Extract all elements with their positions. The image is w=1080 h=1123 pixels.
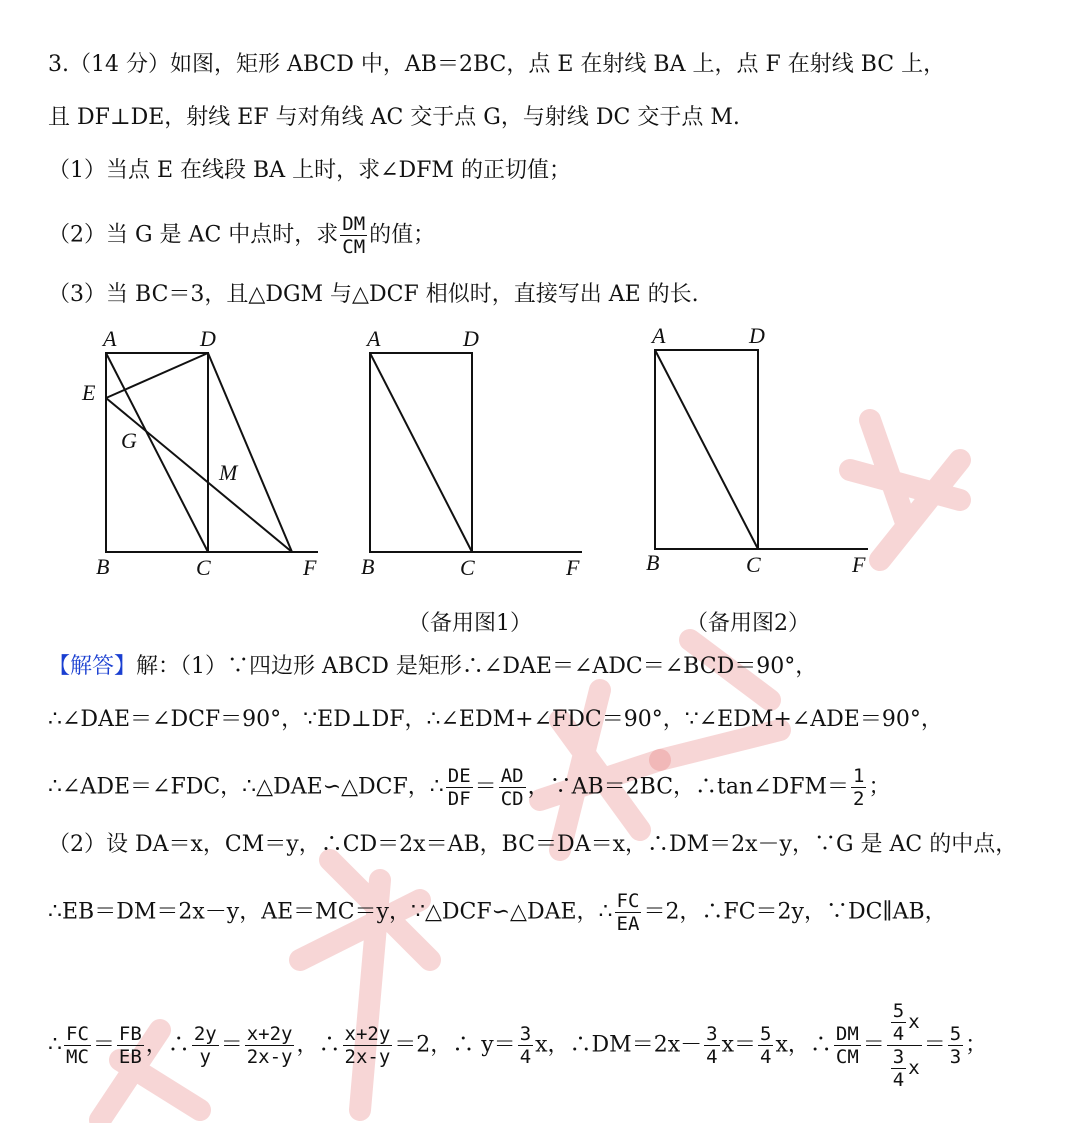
- frac-den: y: [199, 1046, 211, 1068]
- l3-end: ；: [868, 774, 891, 800]
- frac-fc-ea: [615, 890, 642, 935]
- fig1-label-m: M: [219, 460, 238, 485]
- complex-den: [887, 1046, 922, 1091]
- x-var: x: [908, 1011, 920, 1033]
- question-1: （1）当点 E 在线段 BA 上时，求∠DFM 的正切值；: [48, 158, 571, 183]
- frac-num: 3: [706, 1023, 718, 1045]
- frac-num: 3: [519, 1023, 532, 1045]
- l6-a: ∴: [48, 1032, 62, 1058]
- frac-5-4-x: [891, 1000, 906, 1045]
- frac-3-4-a: [518, 1023, 533, 1068]
- fig1-label-f: F: [303, 555, 317, 580]
- fig1-label-d: D: [200, 326, 216, 351]
- solution-line-5: [48, 890, 947, 935]
- complex-fraction: [887, 1000, 922, 1091]
- fig2-label-a: A: [367, 326, 381, 351]
- q2-den: CM: [342, 236, 366, 258]
- frac-den: 4: [892, 1023, 905, 1045]
- frac-den: CD: [500, 788, 524, 810]
- frac-num: x+2y: [246, 1023, 293, 1045]
- frac-3-4-b: [704, 1023, 719, 1068]
- frac-num: 3: [892, 1046, 905, 1068]
- frac-den: EB: [118, 1046, 142, 1068]
- fig1-segment-df: [208, 353, 292, 552]
- solution-line-2: ∴∠DAE＝∠DCF＝90°，∵ED⊥DF，∴∠EDM+∠FDC＝90°，∵∠EDM+∠ADE＝90°，: [48, 707, 943, 732]
- l6-g: x，∴: [775, 1032, 832, 1058]
- frac-dm-cm: [834, 1023, 861, 1068]
- fig3-label-c: C: [746, 552, 761, 577]
- fig3-label-f: F: [852, 552, 866, 577]
- q2-suffix: 的值；: [369, 222, 436, 248]
- frac-num: FB: [118, 1023, 142, 1045]
- solution-line-3: [48, 765, 891, 810]
- eq: ＝: [220, 1032, 243, 1058]
- frac-5-3: [948, 1023, 963, 1068]
- fig1-label-a: A: [103, 326, 117, 351]
- fig2-label-c: C: [460, 555, 475, 580]
- fig2-label-f: F: [566, 555, 580, 580]
- question-3: （3）当 BC＝3，且△DGM 与△DCF 相似时，直接写出 AE 的长.: [48, 282, 699, 307]
- frac-num: 2y: [193, 1023, 217, 1045]
- frac-ad-cd: [499, 765, 526, 810]
- frac-num: 5: [760, 1023, 772, 1045]
- frac-num: DM: [835, 1023, 859, 1045]
- l6-end: ；: [965, 1032, 988, 1058]
- complex-num: [887, 1000, 922, 1046]
- fig1-ray-ef: [106, 398, 292, 552]
- l3-a: ∴∠ADE＝∠FDC，∴△DAE∽△DCF，∴: [48, 774, 444, 800]
- q2-prefix: （2）当 G 是 AC 中点时，求: [48, 222, 339, 248]
- problem-line-1: 3.（14 分）如图，矩形 ABCD 中，AB＝2BC，点 E 在射线 BA 上，点 F 在射线 BC 上，: [48, 52, 946, 77]
- frac-num: x+2y: [344, 1023, 391, 1045]
- frac-2y-y: [192, 1023, 219, 1068]
- l6-b: ，∴: [145, 1032, 190, 1058]
- frac-den: MC: [66, 1046, 89, 1068]
- l6-d: ＝2，∴ y＝: [394, 1032, 516, 1058]
- frac-den: 2x-y: [344, 1046, 391, 1068]
- fig3-label-b: B: [646, 550, 660, 575]
- frac-num: FC: [616, 890, 640, 912]
- frac-fb-eb: [117, 1023, 144, 1068]
- solution-line-1: [48, 652, 817, 682]
- fig1-label-e: E: [82, 380, 96, 405]
- fig1-segment-ed: [106, 353, 208, 398]
- l3-b: ，∵AB＝2BC，∴tan∠DFM＝: [527, 774, 850, 800]
- frac-den: 4: [519, 1046, 532, 1068]
- x-var: x: [908, 1057, 920, 1079]
- l5-b: ＝2，∴FC＝2y，∵DC∥AB，: [643, 899, 947, 925]
- fig3-diagonal-ac: [655, 350, 758, 549]
- fig2-caption: （备用图1）: [408, 611, 532, 636]
- frac-num: 1: [853, 765, 865, 787]
- frac-den: 2x-y: [246, 1046, 293, 1068]
- eq: ＝: [862, 1032, 885, 1058]
- fig3-caption: （备用图2）: [686, 611, 810, 636]
- frac-num: DE: [447, 765, 471, 787]
- frac-x2y-1: [245, 1023, 295, 1068]
- fig3-label-d: D: [749, 323, 765, 348]
- fig1-label-c: C: [196, 555, 211, 580]
- q2-num: DM: [342, 213, 366, 235]
- l6-c: ，∴: [296, 1032, 341, 1058]
- l6-f: x＝: [721, 1032, 756, 1058]
- frac-num: FC: [66, 1023, 89, 1045]
- frac-den: 4: [706, 1046, 718, 1068]
- frac-num: 5: [892, 1000, 905, 1022]
- solution-l1-text: 解：（1）∵四边形 ABCD 是矩形∴∠DAE＝∠ADC＝∠BCD＝90°，: [136, 654, 818, 679]
- frac-num: 5: [949, 1023, 962, 1045]
- frac-1-2: [851, 765, 866, 810]
- eq: ＝: [923, 1032, 946, 1058]
- fig2-label-d: D: [463, 326, 479, 351]
- frac-5-4: [758, 1023, 773, 1068]
- frac-den: EA: [616, 913, 640, 935]
- frac-den: 4: [760, 1046, 772, 1068]
- frac-de-df: [446, 765, 473, 810]
- fig2-label-b: B: [361, 554, 375, 579]
- frac-den: 2: [853, 788, 865, 810]
- solution-line-4: （2）设 DA＝x，CM＝y，∴CD＝2x＝AB，BC＝DA＝x，∴DM＝2x－y，∵G 是 AC 的中点，: [48, 832, 1018, 857]
- l6-e: x，∴DM＝2x－: [535, 1032, 703, 1058]
- frac-x2y-2: [343, 1023, 393, 1068]
- frac-den: 3: [949, 1046, 962, 1068]
- frac-3-4-x: [891, 1046, 906, 1091]
- l5-a: ∴EB＝DM＝2x－y，AE＝MC＝y，∵△DCF∽△DAE，∴: [48, 899, 613, 925]
- eq: ＝: [474, 774, 497, 800]
- frac-num: AD: [500, 765, 524, 787]
- fig2-diagonal-ac: [370, 353, 472, 552]
- fig1-label-g: G: [121, 428, 137, 453]
- problem-line-2: 且 DF⊥DE，射线 EF 与对角线 AC 交于点 G，与射线 DC 交于点 M.: [48, 105, 740, 130]
- frac-den: CM: [835, 1046, 859, 1068]
- solution-label: 【解答】: [48, 654, 137, 679]
- solution-line-6: [48, 1000, 987, 1091]
- eq: ＝: [92, 1032, 115, 1058]
- frac-fc-mc: [64, 1023, 91, 1068]
- fig1-label-b: B: [96, 554, 110, 579]
- fig3-label-a: A: [652, 323, 666, 348]
- frac-den: DF: [447, 788, 471, 810]
- frac-den: 4: [892, 1069, 905, 1091]
